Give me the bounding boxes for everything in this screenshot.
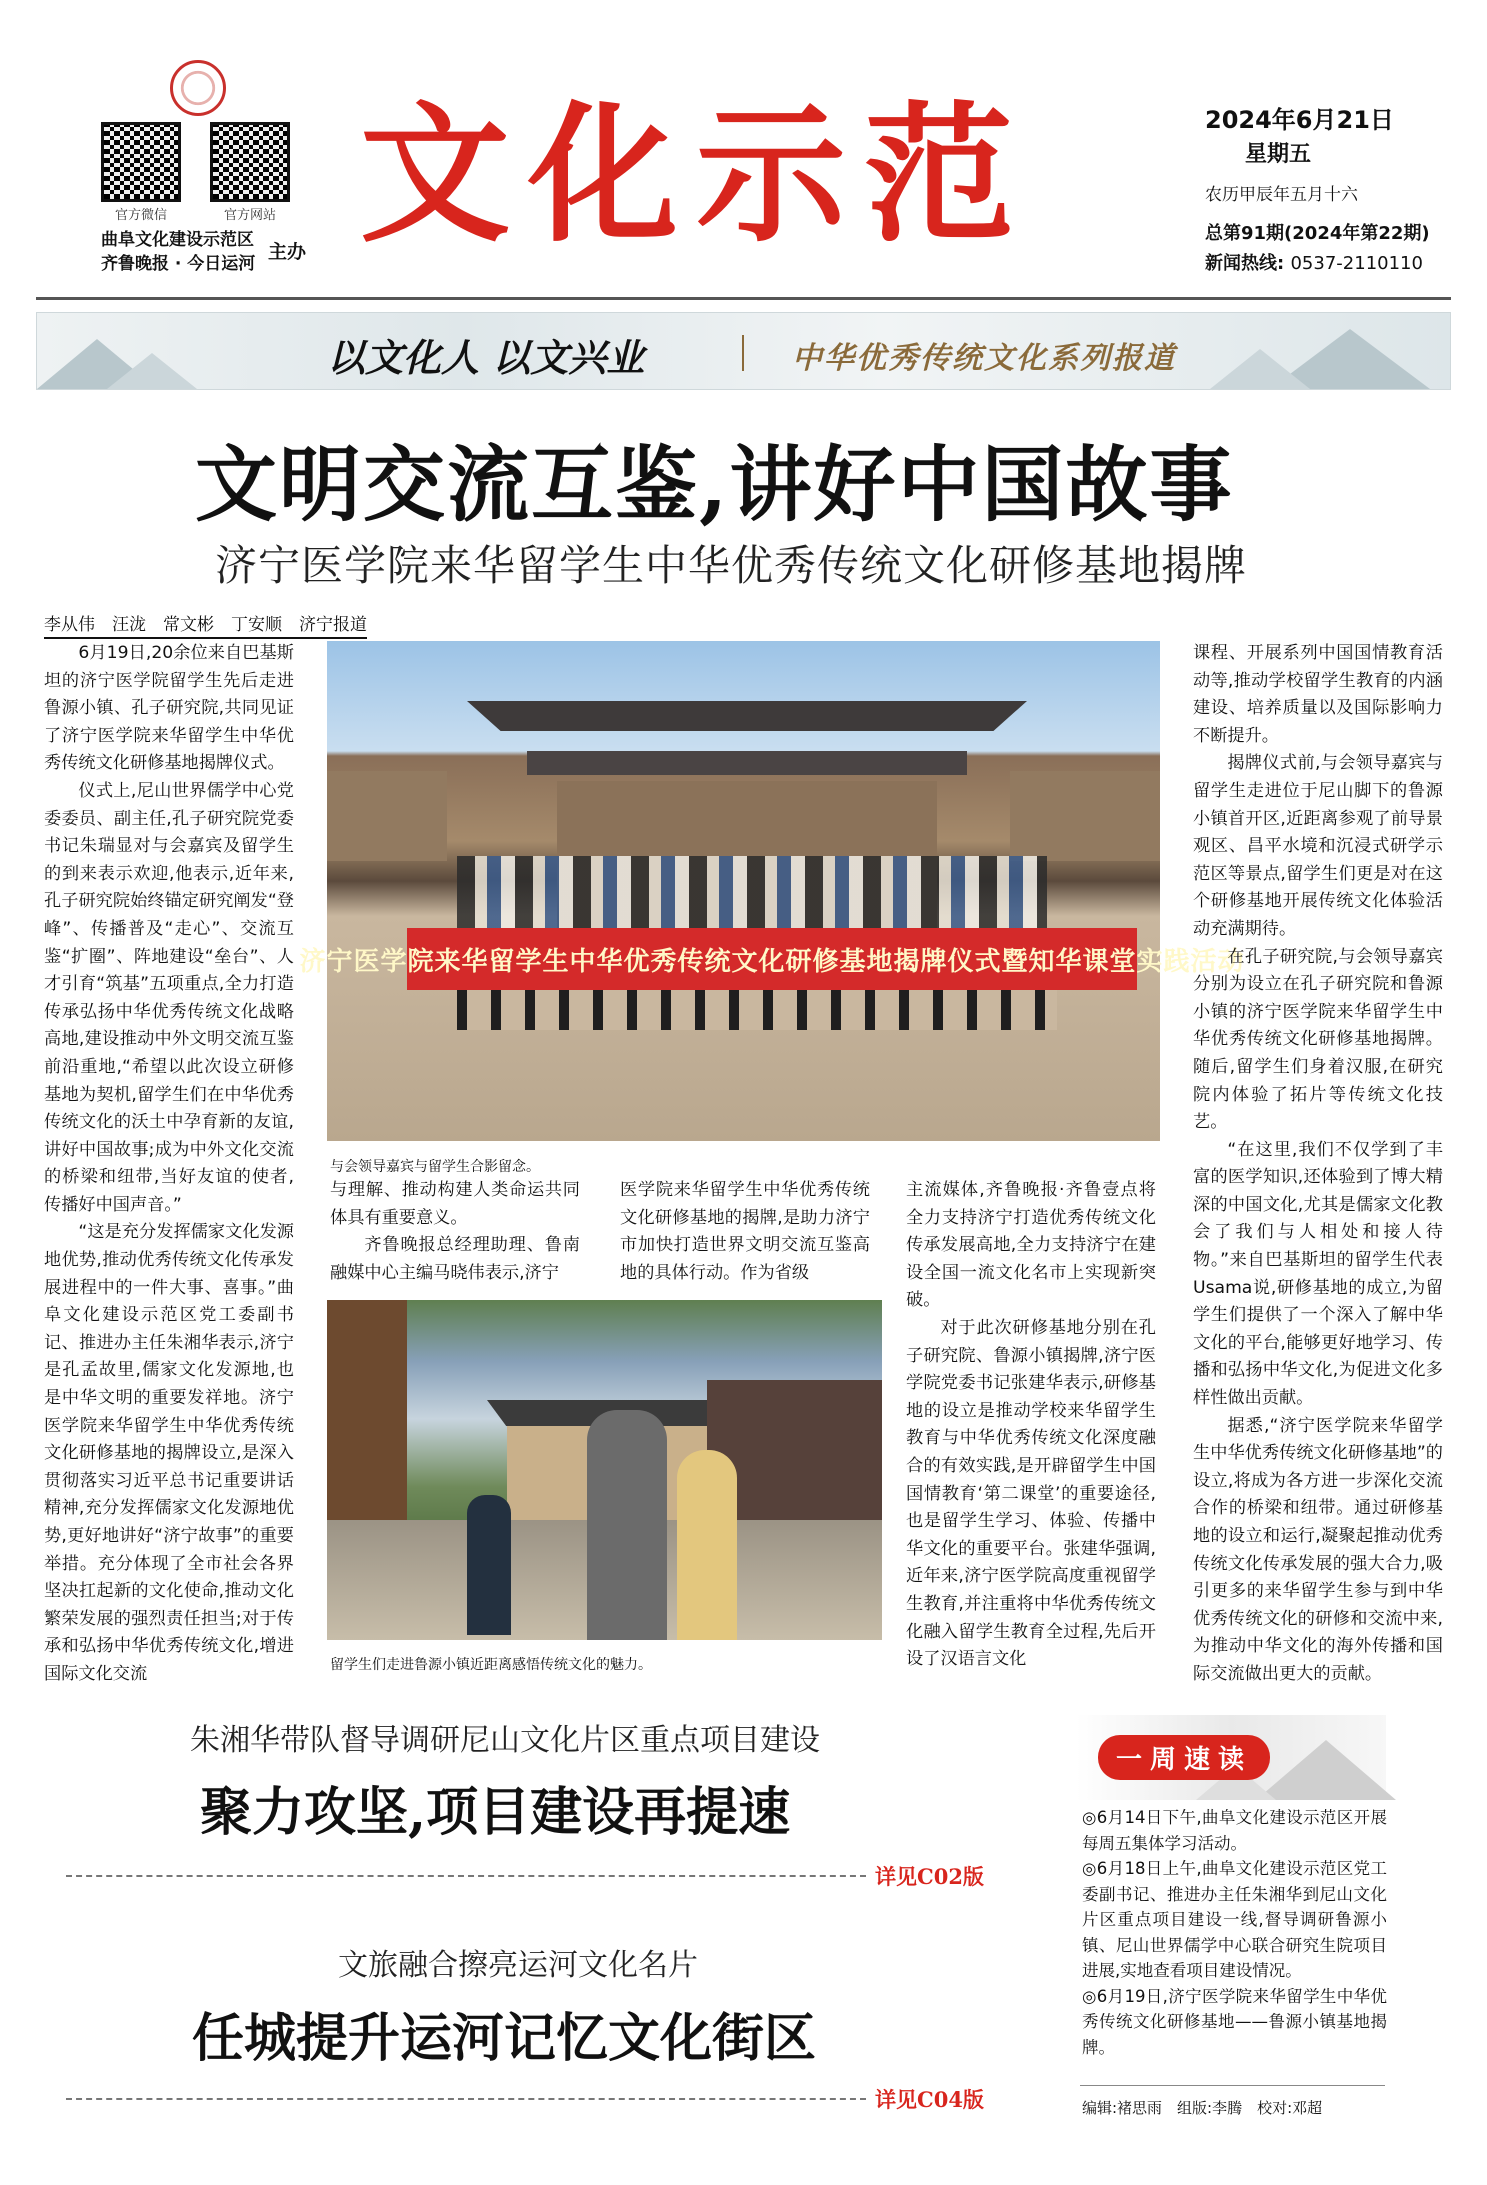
hotline-label: 新闻热线: (1205, 253, 1285, 274)
masthead-title: 文化示范 (360, 87, 1033, 263)
date: 2024年6月21日 (1205, 106, 1394, 134)
teaser-kicker: 朱湘华带队督导调研尼山文化片区重点项目建设 (190, 1723, 820, 1758)
paragraph: 齐鲁晚报总经理助理、鲁南融媒中心主编马晓伟表示,济宁 (330, 1235, 580, 1283)
masthead-rule (36, 297, 1451, 300)
photo-banner: 济宁医学院来华留学生中华优秀传统文化研修基地揭牌仪式暨知华课堂实践活动 (407, 928, 1137, 990)
banner-divider (742, 335, 744, 371)
article-col-5 (1193, 640, 1443, 1689)
article-col-1 (44, 640, 294, 1689)
lead-headline: 文明交流互鉴,讲好中国故事 (195, 437, 1234, 533)
paragraph: 揭牌仪式前,与会领导嘉宾与留学生走进位于尼山脚下的鲁源小镇首开区,近距离参观了前导景观区、昌平水境和沉浸式研学示范区等景点,留学生们更是对在这个研修基地开展传统文化体验活动充满期待。 (1193, 753, 1443, 939)
qr-code-icon (101, 122, 181, 202)
logo-seal (170, 60, 226, 116)
editors-rule (1080, 2085, 1385, 2086)
teaser-divider (66, 1875, 866, 1877)
host-line: 曲阜文化建设示范区 (101, 230, 254, 250)
hosts-suffix: 主办 (268, 241, 307, 263)
qr-code-icon (210, 122, 290, 202)
teaser-divider (66, 2098, 866, 2100)
paragraph: 对于此次研修基地分别在孔子研究院、鲁源小镇揭牌,济宁医学院党委书记张建华表示,研修基地的设立是推动学校来华留学生教育与中华优秀传统文化深度融合的有效实践,是开辟留学生中国国情教育‘第二课堂’的重要途径,也是留学生学习、体验、传播中华文化的重要平台。张建华强调,近年来,济宁医学院高度重视留学生教育,并注重将中华优秀传统文化融入留学生教育全过程,先后开设了汉语言文化 (906, 1317, 1156, 1670)
hotline (1205, 249, 1430, 275)
lead-subhead: 济宁医学院来华留学生中华优秀传统文化研修基地揭牌 (215, 541, 1248, 590)
paragraph: 据悉,“济宁医学院来华留学生中华优秀传统文化研修基地”的设立,将成为各方进一步深化交流合作的桥梁和纽带。通过研修基地的设立和运行,凝聚起推动优秀传统文化传承发展的强大合力,吸引更多的来华留学生参与到中华优秀传统文化的研修和交流中来,为推动中华文化的海外传播和国际交流做出更大的贡献。 (1193, 1415, 1443, 1684)
brief-item: ◎6月18日上午,曲阜文化建设示范区党工委副书记、推进办主任朱湘华到尼山文化片区重点项目建设一线,督导调研鲁源小镇、尼山世界儒学中心联合研究生院项目进展,实地查看项目建设情况。 (1082, 1859, 1387, 1980)
qr-website[interactable] (210, 122, 290, 223)
paragraph: 仪式上,尼山世界儒学中心党委委员、副主任,孔子研究院党委书记朱瑞显对与会嘉宾及留学生的到来表示欢迎,他表示,近年来,孔子研究院始终锚定研究阐发“登峰”、传播普及“走心”、交流互鉴“扩圈”、阵地建设“垒台”、人才引育“筑基”五项重点,全力打造传承弘扬中华优秀传统文化战略高地,建设推动中外文明交流互鉴前沿重地,“希望以此次设立研修基地为契机,留学生们在中华优秀传统文化的沃土中孕育新的友谊,讲好中国故事;成为中外文化交流的桥梁和纽带,当好友谊的使者,传播好中国声音。” (44, 780, 294, 1215)
paragraph: 课程、开展系列中国国情教育活动等,推动学校留学生教育的内涵建设、培养质量以及国际影响力不断提升。 (1193, 643, 1443, 746)
banner-slogan: 以文化人 以文兴业 (327, 335, 645, 380)
article-col-4 (906, 1177, 1156, 1674)
weekly-brief (1082, 1805, 1387, 2060)
weekday: 星期五 (1245, 142, 1312, 167)
paragraph: 6月19日,20余位来自巴基斯坦的济宁医学院留学生先后走进鲁源小镇、孔子研究院,共同见证了济宁医学院来华留学生中华优秀传统文化研修基地揭牌仪式。 (44, 643, 294, 774)
brief-item: ◎6月19日,济宁医学院来华留学生中华优秀传统文化研修基地——鲁源小镇基地揭牌。 (1082, 1986, 1387, 2057)
teaser-kicker: 文旅融合擦亮运河文化名片 (338, 1948, 698, 1983)
paragraph: 主流媒体,齐鲁晚报·齐鲁壹点将全力支持济宁打造优秀传统文化传承发展高地,全力支持济宁在建设全国一流文化名市上实现新突破。 (906, 1180, 1156, 1311)
hotline-number: 0537-2110110 (1290, 253, 1423, 274)
photo-caption: 留学生们走进鲁源小镇近距离感悟传统文化的魅力。 (330, 1657, 652, 1673)
paragraph: “在这里,我们不仅学到了丰富的医学知识,还体验到了博大精深的中国文化,尤其是儒家文化教会了我们与人相处和接人待物。”来自巴基斯坦的留学生代表Usama说,研修基地的成立,为留学生们提供了一个深入了解中华文化的平台,能够更好地学习、传播和弘扬中华文化,为促进文化多样性做出贡献。 (1193, 1139, 1443, 1409)
paragraph: 在孔子研究院,与会领导嘉宾分别为设立在孔子研究院和鲁源小镇的济宁医学院来华留学生中华优秀传统文化研修基地揭牌。随后,留学生们身着汉服,在研究院内体验了拓片等传统文化技艺。 (1193, 946, 1443, 1133)
teaser-headline: 聚力攻坚,项目建设再提速 (200, 1782, 791, 1843)
weekly-header (1076, 1715, 1386, 1800)
brief-item: ◎6月14日下午,曲阜文化建设示范区开展每周五集体学习活动。 (1082, 1808, 1387, 1853)
weekly-title: 一周速读 (1098, 1735, 1270, 1780)
host-line: 齐鲁晚报 · 今日运河 (101, 254, 256, 274)
town-visit-photo (327, 1300, 882, 1640)
paragraph: 与理解、推动构建人类命运共同体具有重要意义。 (330, 1180, 580, 1228)
lunar-date: 农历甲辰年五月十六 (1205, 185, 1358, 205)
paragraph: “这是充分发挥儒家文化发源地优势,推动优秀传统文化传承发展进程中的一件大事、喜事。”曲阜文化建设示范区党工委副书记、推进办主任朱湘华表示,济宁是孔孟故里,儒家文化发源地,也是中华文明的重要发祥地。济宁医学院来华留学生中华优秀传统文化研修基地的揭牌设立,是深入贯彻落实习近平总书记重要讲话精神,充分发挥儒家文化发源地优势,更好地讲好“济宁故事”的重要举措。充分体现了全市社会各界坚决扛起新的文化使命,推动文化繁荣发展的强烈责任担当;对于传承和弘扬中华优秀传统文化,增进国际文化交流 (44, 1222, 294, 1684)
photo-caption: 与会领导嘉宾与留学生合影留念。 (330, 1159, 540, 1175)
teaser-headline: 任城提升运河记忆文化街区 (192, 2008, 817, 2069)
group-photo (299, 641, 1245, 1141)
article-col-2 (330, 1177, 580, 1287)
byline: 李从伟 汪泷 常文彬 丁安顺 济宁报道 (44, 610, 367, 639)
paragraph: 医学院来华留学生中华优秀传统文化研修基地的揭牌,是助力济宁市加快打造世界文明交流互鉴高地的具体行动。作为省级 (620, 1180, 870, 1283)
banner-series-title: 中华优秀传统文化系列报道 (792, 341, 1176, 376)
qr-caption: 官方微信 (114, 208, 167, 223)
editors-credit: 编辑:褚思雨 组版:李腾 校对:邓超 (1082, 2099, 1323, 2117)
hosts (101, 228, 255, 276)
article-col-3 (620, 1177, 870, 1287)
see-page-link[interactable]: 详见C02版 (875, 1864, 984, 1889)
qr-caption: 官方网站 (223, 208, 276, 223)
series-banner (36, 312, 1451, 390)
issue-number: 总第91期(2024年第22期) (1205, 223, 1430, 244)
see-page-link[interactable]: 详见C04版 (875, 2087, 984, 2112)
qr-wechat[interactable] (101, 122, 181, 223)
date-block (1205, 100, 1430, 275)
